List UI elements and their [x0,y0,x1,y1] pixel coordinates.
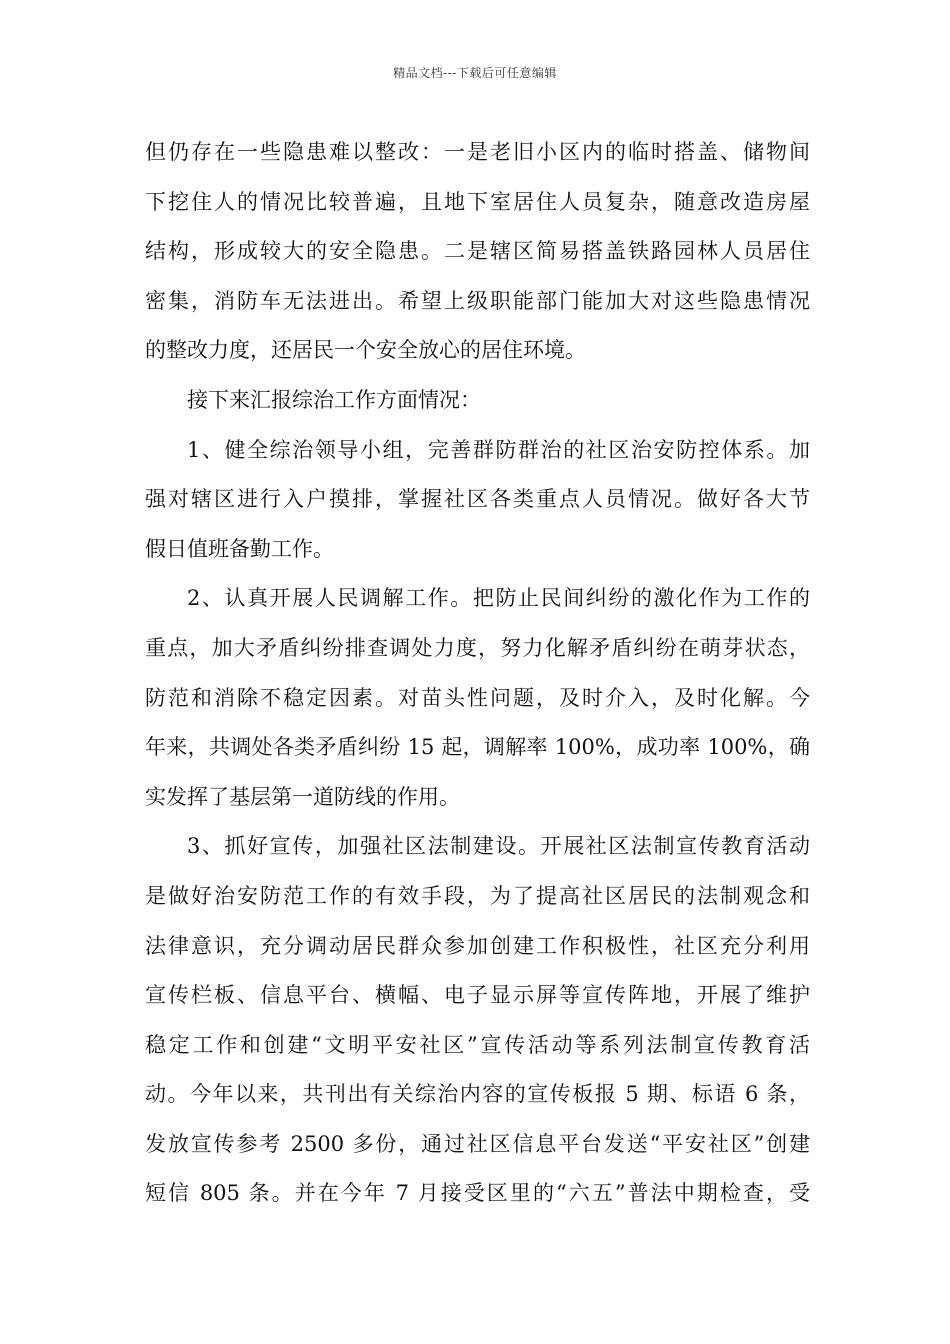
paragraph [145,426,810,575]
text-line: 稳定工作和创建“文明平安社区”宣传活动等系列法制宣传教育活 [145,1032,810,1057]
text-line: 的整改力度，还居民一个安全放心的居住环境。 [145,338,586,363]
text-line: 防范和消除不稳定因素。对苗头性问题，及时介入，及时化解。今 [145,685,810,710]
paragraph [145,574,810,822]
document-body [145,128,810,1219]
text-line: 实发挥了基层第一道防线的作用。 [145,784,460,809]
text-line: 短信 805 条。并在今年 7 月接受区里的“六五”普法中期检查，受 [145,1181,810,1206]
text-line: 但仍存在一些隐患难以整改：一是老旧小区内的临时搭盖、储物间 [145,140,810,164]
text-line: 强对辖区进行入户摸排，掌握社区各类重点人员情况。做好各大节 [145,487,810,512]
text-line: 发放宣传参考 2500 多份，通过社区信息平台发送“平安社区”创建 [145,1131,810,1156]
text-line: 是做好治安防范工作的有效手段，为了提高社区居民的法制观念和 [145,883,810,908]
paragraph [145,822,810,1219]
text-line: 重点，加大矛盾纠纷排查调处力度，努力化解矛盾纠纷在萌芽状态， [145,635,810,660]
text-line: 下挖住人的情况比较普遍，且地下室居住人员复杂，随意改造房屋 [145,189,810,214]
paragraph [145,376,810,426]
text-line: 宣传栏板、信息平台、横幅、电子显示屏等宣传阵地，开展了维护 [145,983,810,1008]
text-line: 年来，共调处各类矛盾纠纷 15 起，调解率 100%，成功率 100%，确 [145,735,810,760]
text-line: 结构，形成较大的安全隐患。二是辖区简易搭盖铁路园林人员居住 [145,239,810,264]
text-line: 1、健全综治领导小组，完善群防群治的社区治安防控体系。加 [187,437,810,462]
text-line: 2、认真开展人民调解工作。把防止民间纠纷的激化作为工作的 [187,586,810,611]
page-header: 精品文档---下载后可任意编辑 [393,66,557,80]
text-line: 假日值班备勤工作。 [145,536,334,561]
text-line: 接下来汇报综治工作方面情况： [187,387,481,412]
text-line: 密集，消防车无法进出。希望上级职能部门能加大对这些隐患情况 [145,288,810,313]
text-line: 动。今年以来，共刊出有关综治内容的宣传板报 5 期、标语 6 条， [145,1082,810,1107]
text-line: 法律意识，充分调动居民群众参加创建工作积极性，社区充分利用 [145,933,810,958]
text-line: 3、抓好宣传，加强社区法制建设。开展社区法制宣传教育活动 [187,834,810,859]
paragraph [145,128,810,376]
